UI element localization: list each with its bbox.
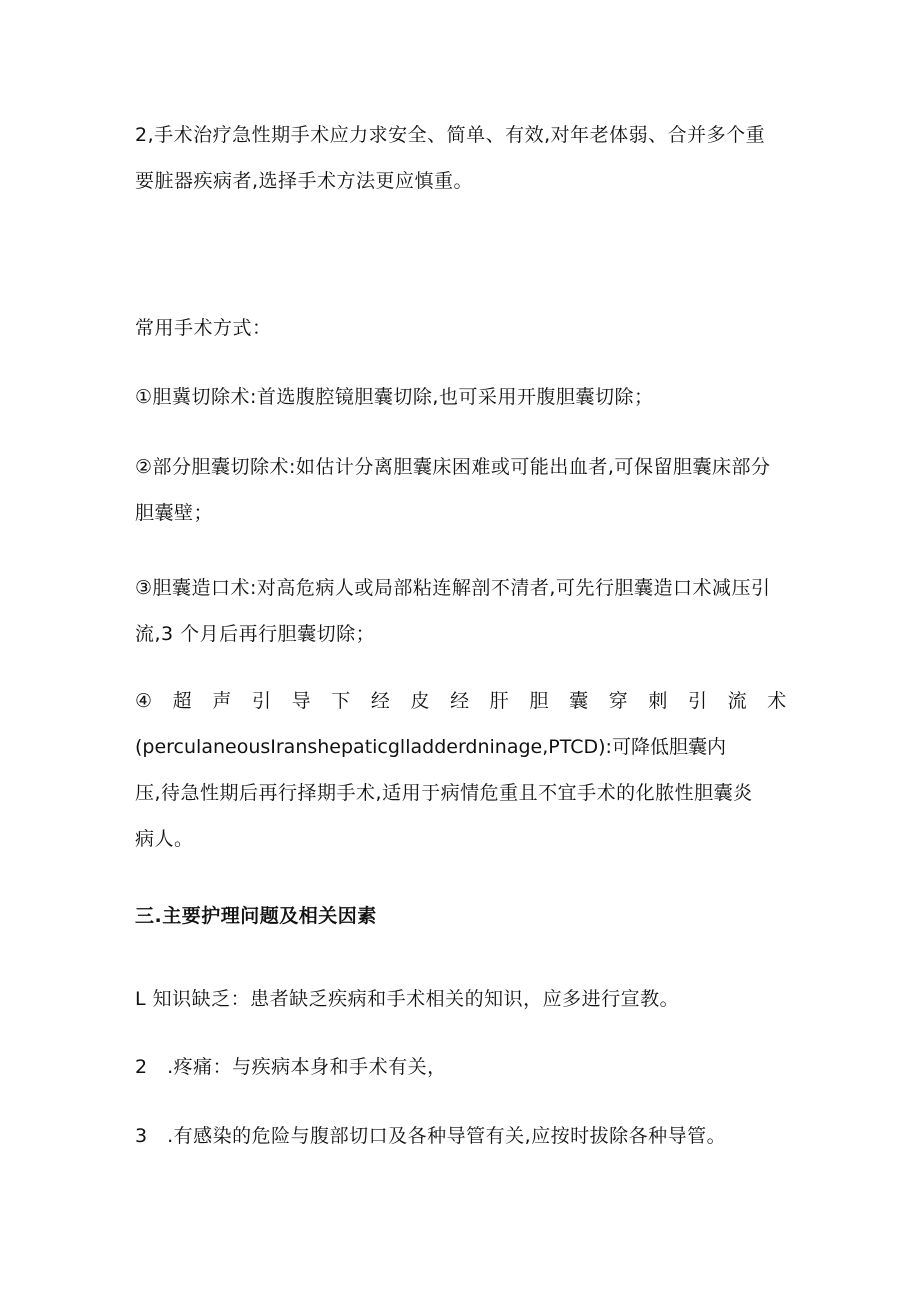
method-line: ③胆囊造口术:对高危病人或局部粘连解剖不清者,可先行胆囊造口术减压引	[135, 577, 771, 599]
method-line: ②部分胆囊切除术:如估计分离胆囊床困难或可能出血者,可保留胆囊床部分	[135, 456, 771, 478]
method-line: 流,3 个月后再行胆囊切除；	[135, 623, 376, 645]
paragraph-line: 要脏器疾病者,选择手术方法更应慎重。	[135, 170, 474, 192]
spread-char: 流	[727, 690, 748, 712]
issue-text: 3 .有感染的危险与腹部切口及各种导管有关,应按时拔除各种导管。	[135, 1125, 727, 1147]
method-4-spread-line	[135, 678, 787, 724]
spread-char: 皮	[410, 690, 431, 712]
spread-char: 刺	[648, 690, 668, 712]
spread-char: 引	[251, 690, 272, 712]
common-methods-label	[135, 305, 787, 351]
spread-char: 胆	[529, 690, 549, 712]
paragraph-line: 2,手术治疗急性期手术应力求安全、简单、有效,对年老体弱、合并多个重	[135, 124, 766, 146]
issue-text: L 知识缺乏：患者缺乏疾病和手术相关的知识，应多进行宣教。	[135, 988, 680, 1010]
spread-char: 声	[212, 690, 232, 712]
heading-text: 三.主要护理问题及相关因素	[135, 905, 377, 927]
issue-3-infection-risk	[135, 1113, 787, 1159]
spread-char: 穿	[608, 690, 629, 712]
spread-char: 囊	[569, 690, 589, 712]
issue-text: 2 .疼痛：与疾病本身和手术有关，	[135, 1056, 447, 1078]
spread-char: ④	[135, 690, 153, 712]
label-text: 常用手术方式：	[135, 317, 272, 339]
spread-char: 术	[767, 690, 787, 712]
method-line: (perculaneousIranshepaticglladderdninage,PTCD):可降低胆囊内	[135, 736, 726, 758]
paragraph-surgical-treatment	[135, 112, 787, 204]
spread-char: 经	[450, 690, 470, 712]
method-line: 胆囊壁；	[135, 502, 214, 524]
method-3-cholecystostomy	[135, 565, 787, 657]
spread-char: 经	[370, 690, 391, 712]
section-3-heading	[135, 893, 787, 939]
spread-char: 引	[688, 690, 708, 712]
method-4-ptcd	[135, 678, 787, 862]
spread-char: 导	[291, 690, 312, 712]
spread-char: 超	[172, 690, 193, 712]
issue-2-pain	[135, 1044, 787, 1090]
issue-1-knowledge-deficit	[135, 976, 787, 1022]
spread-char: 肝	[489, 690, 510, 712]
method-text: ①胆冀切除术:首选腹腔镜胆囊切除,也可采用开腹胆囊切除；	[135, 386, 654, 408]
method-line: 病人。	[135, 828, 194, 850]
spread-char: 下	[331, 690, 351, 712]
method-2-partial-cholecystectomy	[135, 444, 787, 536]
method-line: 压,待急性期后再行择期手术,适用于病情危重且不宜手术的化脓性胆囊炎	[135, 782, 753, 804]
method-1-cholecystectomy	[135, 374, 787, 420]
